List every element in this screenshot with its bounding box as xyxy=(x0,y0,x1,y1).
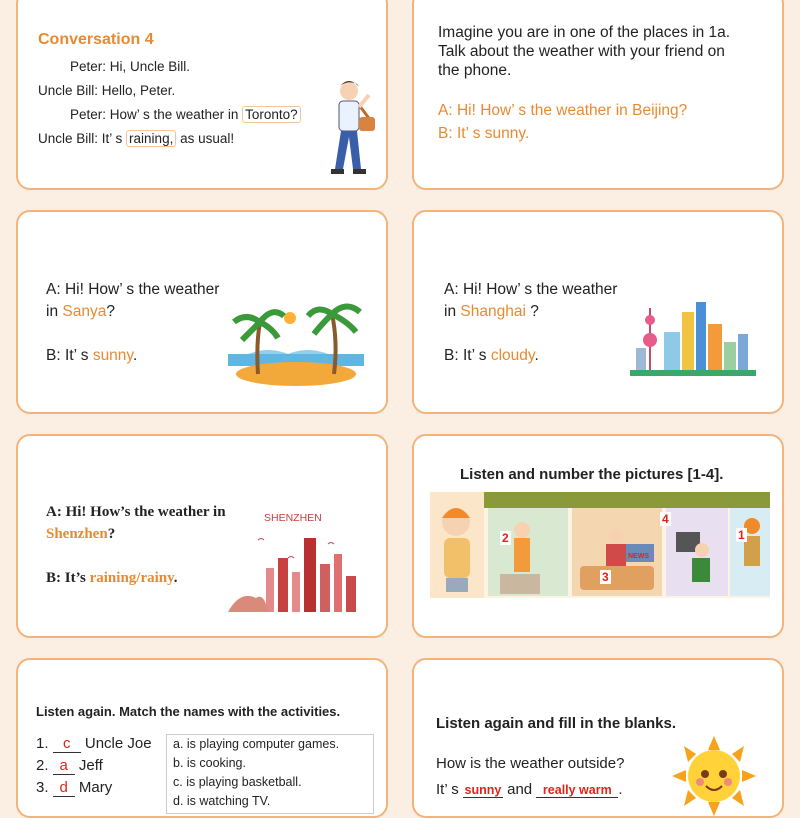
name-uncle-joe: Uncle Joe xyxy=(84,735,152,752)
shenzhen-skyline-illustration xyxy=(228,528,368,614)
dialog-line-4 xyxy=(38,131,234,146)
shanghai-answer xyxy=(444,347,539,365)
match-row-1-num: 1. xyxy=(36,735,49,752)
city-shenzhen: Shenzhen xyxy=(46,526,108,542)
shanghai-question-line-1: A: Hi! How’ s the weather xyxy=(444,281,618,298)
shenzhen-image-label: SHENZHEN xyxy=(264,512,322,524)
name-jeff: Jeff xyxy=(78,757,103,774)
shenzhen-qmark: ? xyxy=(107,526,116,542)
dialog-line-3 xyxy=(70,107,301,122)
answer-prefix: It’ s xyxy=(436,781,459,798)
instruction-line-3: the phone. xyxy=(438,62,512,79)
fill-blanks-card xyxy=(412,658,784,818)
weather-cloudy: cloudy xyxy=(490,347,535,364)
fill-blanks-title: Listen again and fill in the blanks. xyxy=(436,715,677,732)
instruction-line-2: Talk about the weather with your friend on xyxy=(438,43,725,60)
sanya-card xyxy=(16,210,388,414)
listen-number-card xyxy=(412,434,784,638)
conversation-title: Conversation 4 xyxy=(38,31,154,48)
shenzhen-card xyxy=(16,434,388,638)
blank-really-warm: really warm xyxy=(536,783,618,798)
picture-number-2: 2 xyxy=(502,531,509,545)
shenzhen-answer-prefix: B: It’s xyxy=(46,570,86,586)
listen-number-title: Listen and number the pictures [1-4]. xyxy=(460,466,724,483)
tv-sign: NEWS xyxy=(628,553,649,560)
match-row-3 xyxy=(36,779,112,797)
weather-sunny: sunny xyxy=(92,347,134,364)
weather-raining: raining/rainy xyxy=(89,570,174,586)
example-answer: B: It’ s sunny. xyxy=(438,125,530,142)
match-card xyxy=(16,658,388,818)
sanya-period: . xyxy=(133,347,138,364)
activity-a: a. is playing computer games. xyxy=(173,737,340,751)
city-sanya: Sanya xyxy=(62,303,107,320)
sanya-answer xyxy=(46,347,137,365)
sanya-question-line-1: A: Hi! How’ s the weather xyxy=(46,281,220,298)
instruction-line-1: Imagine you are in one of the places in 1a. xyxy=(438,24,731,41)
activity-c: c. is playing basketball. xyxy=(173,775,302,789)
beach-illustration xyxy=(228,296,364,386)
match-answer-3: d xyxy=(53,779,75,797)
picture-number-1: 1 xyxy=(738,528,745,542)
conversation-card xyxy=(16,0,388,190)
picture-number-4: 4 xyxy=(662,512,669,526)
match-answer-2: a xyxy=(53,757,75,775)
match-row-3-num: 3. xyxy=(36,779,49,796)
weather-question: How is the weather outside? xyxy=(436,755,625,772)
sanya-question-line-2 xyxy=(46,303,115,321)
instruction-card xyxy=(412,0,784,190)
dialog-line-3-text: Peter: How’ s the weather in xyxy=(70,107,239,122)
match-row-1 xyxy=(36,735,152,753)
dialog-line-4-end: as usual! xyxy=(180,131,235,146)
shanghai-answer-prefix: B: It’ s xyxy=(444,347,487,364)
shanghai-skyline-illustration xyxy=(630,298,756,378)
shanghai-period: . xyxy=(534,347,539,364)
match-answer-1: c xyxy=(53,735,81,753)
activity-d: d. is watching TV. xyxy=(173,794,271,808)
picture-number-3: 3 xyxy=(602,570,609,584)
match-row-2-num: 2. xyxy=(36,757,49,774)
weather-answer-line xyxy=(436,781,623,798)
activities-box xyxy=(166,734,374,814)
shanghai-qmark: ? xyxy=(525,303,539,320)
city-shanghai: Shanghai xyxy=(460,303,526,320)
blank-sunny: sunny xyxy=(464,783,502,797)
answer-box-raining: raining, xyxy=(126,130,176,147)
dialog-line-1: Peter: Hi, Uncle Bill. xyxy=(70,59,191,74)
answer-and: and xyxy=(507,781,533,798)
match-row-2 xyxy=(36,757,103,775)
shanghai-question-line-2 xyxy=(444,303,539,321)
shenzhen-period: . xyxy=(173,570,178,586)
example-question: A: Hi! How’ s the weather in Beijing? xyxy=(438,102,688,119)
shanghai-card xyxy=(412,210,784,414)
match-title: Listen again. Match the names with the activities. xyxy=(36,704,341,719)
shenzhen-question-line-1: A: Hi! How’s the weather in xyxy=(46,504,226,520)
sanya-answer-prefix: B: It’ s xyxy=(46,347,89,364)
name-mary: Mary xyxy=(78,779,113,796)
activity-b: b. is cooking. xyxy=(173,756,246,770)
answer-box-toronto: Toronto? xyxy=(242,106,301,123)
sun-icon xyxy=(672,736,756,816)
sanya-qmark: ? xyxy=(106,303,115,320)
dialog-line-4-text: Uncle Bill: It’ s xyxy=(38,131,123,146)
answer-period: . xyxy=(618,781,623,798)
sanya-in: in xyxy=(46,303,59,320)
shenzhen-question-line-2 xyxy=(46,526,115,543)
boy-illustration xyxy=(321,77,381,177)
shanghai-in: in xyxy=(444,303,457,320)
dialog-line-2: Uncle Bill: Hello, Peter. xyxy=(38,83,176,98)
shenzhen-answer xyxy=(46,570,178,587)
